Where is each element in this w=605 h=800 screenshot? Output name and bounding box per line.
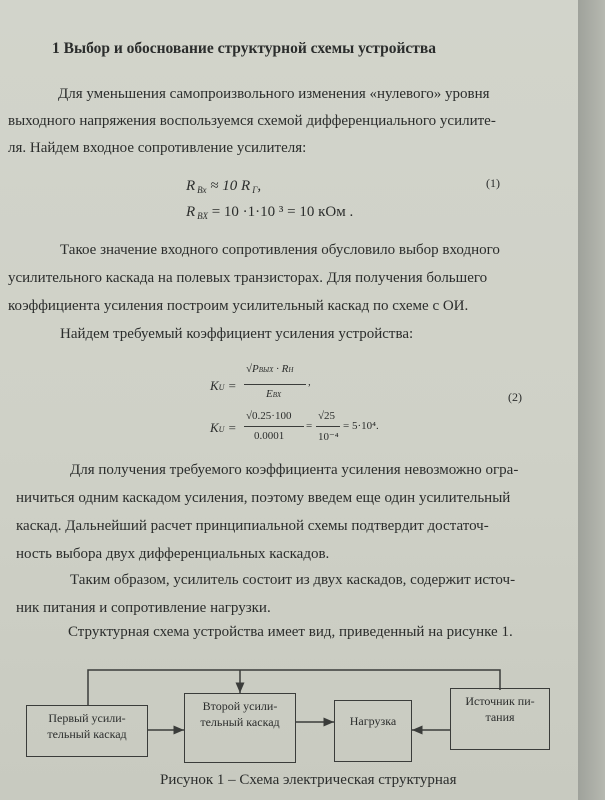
para4-line1: Таким образом, усилитель состоит из двух каскадов, содержит источ- <box>70 572 516 588</box>
box-first-stage-line1: Первый усили- <box>48 711 126 725</box>
eq2-comma: , <box>308 376 311 388</box>
box-power-source-line2: тания <box>485 710 515 724</box>
box-power-source-line1: Источник пи- <box>465 694 535 708</box>
box-second-stage-line2: тельный каскад <box>200 715 280 729</box>
eq2-numerator-2: √0.25·100 <box>246 410 292 422</box>
eq2-denominator-2: 0.0001 <box>254 430 285 442</box>
figure-caption: Рисунок 1 – Схема электрическая структурная <box>160 772 457 788</box>
para2-line3: коэффициента усиления построим усилительный каскад по схеме с ОИ. <box>8 298 469 314</box>
box-load <box>334 700 412 762</box>
para3-line3: каскад. Дальнейший расчет принципиальной схемы подтвердит достаточ- <box>16 518 489 534</box>
eq2-numerator-3: √25 <box>318 410 336 422</box>
page-edge <box>578 0 605 800</box>
box-first-stage-line2: тельный каскад <box>47 727 127 741</box>
para3-line1: Для получения требуемого коэффициента усиления невозможно огра- <box>70 462 519 478</box>
equation-1-line2: R $_{ВХ}$ = 10 ·1·10 ³ = 10 кОм . <box>186 204 354 221</box>
eq2-denominator-1: EВХ <box>266 388 282 400</box>
eq2-equals: = <box>306 420 313 432</box>
para3-line2: ничиться одним каскадом усиления, поэтому введем еще один усилительный <box>16 490 511 506</box>
eq2-k2: KU = <box>210 420 237 435</box>
para1-line1: Для уменьшения самопроизвольного изменения «нулевого» уровня <box>58 86 490 102</box>
equation-2-number: (2) <box>508 390 522 404</box>
para2-line1: Такое значение входного сопротивления обусловило выбор входного <box>60 242 500 258</box>
box-load-label: Нагрузка <box>349 714 397 728</box>
para2-line2: усилительного каскада на полевых транзисторах. Для получения большего <box>8 270 488 286</box>
box-first-stage <box>26 705 148 757</box>
para4-line2: ник питания и сопротивление нагрузки. <box>16 600 271 616</box>
para3-line4: ность выбора двух дифференциальных каскадов. <box>16 546 330 562</box>
para2-line4: Найдем требуемый коэффициент усиления устройства: <box>60 326 414 342</box>
box-power-source <box>450 688 550 750</box>
eq2-k1: KU = <box>210 378 237 393</box>
eq2-denominator-3: 10⁻⁴ <box>318 431 339 443</box>
para1-line3: ля. Найдем входное сопротивление усилителя: <box>8 140 307 156</box>
equation-1-number: (1) <box>486 176 500 190</box>
box-second-stage <box>184 693 296 763</box>
para1-line2: выходного напряжения воспользуемся схемой дифференциального усилите- <box>8 113 496 129</box>
section-title: 1 Выбор и обоснование структурной схемы устройства <box>52 40 436 57</box>
eq2-numerator-1: √PВЫХ · RН <box>246 363 294 375</box>
equation-1-line1: R $_{Вх}$ ≈ 10 R $_Г$, <box>186 178 262 195</box>
eq2-result: = 5·10⁴. <box>343 420 379 432</box>
para5: Структурная схема устройства имеет вид, приведенный на рисунке 1. <box>68 624 513 640</box>
box-second-stage-line1: Второй усили- <box>202 699 278 713</box>
